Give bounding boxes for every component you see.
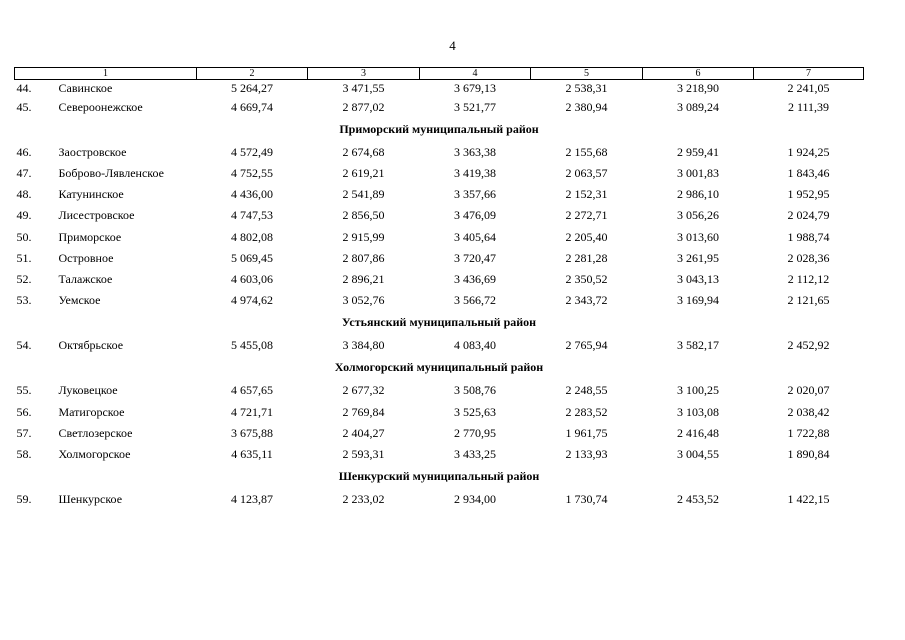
value-cell-col-4: 3 508,76	[454, 383, 496, 398]
settlement-cell	[15, 268, 197, 289]
value-cell-col-4: 3 419,38	[454, 165, 496, 180]
value-cell-col-3: 3 471,55	[342, 81, 385, 95]
table-row	[15, 184, 864, 205]
header-row	[15, 68, 864, 80]
settlement-name: Островное	[58, 250, 114, 265]
value-cell-col-6: 3 261,95	[677, 250, 719, 265]
settlement-name: Савинское	[58, 81, 113, 95]
value-cell-col-4: 3 521,77	[454, 99, 496, 114]
value-cell-col-2: 4 657,65	[231, 383, 273, 398]
value-cell-col-4: 3 433,25	[454, 447, 496, 462]
row-number: 44.	[16, 81, 32, 95]
value-cell-col-3: 2 915,99	[342, 229, 385, 244]
value-cell-col-6: 3 218,90	[677, 81, 719, 95]
value-cell-col-7: 2 452,92	[787, 338, 830, 353]
value-cell-col-7: 2 112,12	[787, 271, 830, 286]
value-cell-col-5: 2 765,94	[565, 338, 608, 353]
value-cell-col-2: 4 974,62	[231, 293, 273, 308]
value-cell-col-6: 2 986,10	[677, 187, 719, 202]
value-cell-col-7: 2 020,07	[787, 383, 830, 398]
row-number: 47.	[16, 165, 32, 180]
value-cell-col-2: 4 635,11	[231, 447, 273, 462]
value-cell-col-3: 2 593,31	[342, 447, 385, 462]
table-row	[15, 422, 864, 443]
value-cell-col-4: 3 679,13	[454, 81, 496, 95]
value-cell-col-3: 2 541,89	[342, 187, 385, 202]
value-cell-col-3: 2 896,21	[342, 271, 385, 286]
settlement-name: Шенкурское	[58, 492, 123, 507]
table-row	[15, 247, 864, 268]
settlement-cell	[15, 96, 197, 117]
value-cell-col-3: 2 807,86	[342, 250, 385, 265]
value-cell-col-6: 3 056,26	[677, 208, 719, 223]
section-heading-row	[15, 356, 864, 380]
value-cell-col-4: 2 770,95	[454, 425, 496, 440]
value-cell-col-5: 2 152,31	[565, 187, 608, 202]
settlement-name: Матигорское	[58, 404, 125, 419]
value-cell-col-5: 2 205,40	[565, 229, 608, 244]
settlement-cell	[15, 247, 197, 268]
value-cell-col-2: 5 264,27	[231, 81, 273, 95]
value-cell-col-4: 3 363,38	[454, 144, 496, 159]
settlement-name: Североонежское	[58, 99, 143, 114]
row-number: 59.	[16, 492, 32, 507]
value-cell-col-5: 2 155,68	[565, 144, 608, 159]
value-cell-col-6: 3 100,25	[677, 383, 719, 398]
tariff-table-container	[14, 67, 863, 510]
settlement-name: Боброво-Лявленское	[58, 165, 164, 180]
header-col-4: 4	[420, 68, 531, 80]
value-cell-col-2: 5 455,08	[231, 338, 273, 353]
header-col-3: 3	[308, 68, 420, 80]
value-cell-col-6: 3 043,13	[677, 271, 719, 286]
settlement-name: Октябрьское	[58, 338, 124, 353]
table-body	[15, 80, 864, 510]
settlement-cell	[15, 422, 197, 443]
value-cell-col-7: 2 241,05	[787, 81, 830, 95]
value-cell-col-7: 1 924,25	[787, 144, 830, 159]
table-row	[15, 226, 864, 247]
row-number: 49.	[16, 208, 32, 223]
header-col-1: 1	[15, 68, 197, 80]
section-heading: Приморский муниципальный район	[339, 121, 539, 136]
value-cell-col-2: 4 669,74	[231, 99, 273, 114]
header-col-5: 5	[531, 68, 643, 80]
value-cell-col-2: 4 802,08	[231, 229, 273, 244]
settlement-name: Холмогорское	[58, 447, 131, 462]
section-heading-row	[15, 117, 864, 141]
table-row	[15, 268, 864, 289]
table-row	[15, 205, 864, 226]
value-cell-col-4: 3 720,47	[454, 250, 496, 265]
value-cell-col-6: 3 582,17	[677, 338, 719, 353]
value-cell-col-6: 2 416,48	[677, 425, 719, 440]
page-number: 4	[449, 38, 456, 53]
table-row	[15, 141, 864, 162]
table-header	[15, 68, 864, 80]
value-cell-col-7: 1 952,95	[787, 187, 830, 202]
settlement-cell	[15, 141, 197, 162]
value-cell-col-7: 2 028,36	[787, 250, 830, 265]
value-cell-col-2: 3 675,88	[231, 425, 273, 440]
value-cell-col-5: 2 283,52	[565, 404, 608, 419]
value-cell-col-7: 1 422,15	[787, 492, 830, 507]
header-col-2: 2	[197, 68, 308, 80]
value-cell-col-5: 2 380,94	[565, 99, 608, 114]
row-number: 48.	[16, 187, 32, 202]
value-cell-col-6: 3 001,83	[677, 165, 719, 180]
section-heading: Шенкурский муниципальный район	[338, 469, 540, 484]
value-cell-col-6: 2 959,41	[677, 144, 719, 159]
settlement-name: Луковецкое	[58, 383, 118, 398]
row-number: 58.	[16, 447, 32, 462]
value-cell-col-7: 2 024,79	[787, 208, 830, 223]
table-row	[15, 80, 864, 97]
value-cell-col-3: 3 384,80	[342, 338, 385, 353]
value-cell-col-3: 2 769,84	[342, 404, 385, 419]
value-cell-col-4: 3 525,63	[454, 404, 496, 419]
settlement-cell	[15, 489, 197, 510]
settlement-name: Заостровское	[58, 144, 127, 159]
value-cell-col-5: 2 538,31	[565, 81, 608, 95]
value-cell-col-4: 3 436,69	[454, 271, 496, 286]
settlement-name: Приморское	[58, 229, 122, 244]
value-cell-col-5: 2 272,71	[565, 208, 608, 223]
settlement-cell	[15, 335, 197, 356]
value-cell-col-4: 4 083,40	[454, 338, 496, 353]
value-cell-col-7: 2 111,39	[787, 99, 830, 114]
row-number: 46.	[16, 144, 32, 159]
section-heading-row	[15, 311, 864, 335]
settlement-cell	[15, 184, 197, 205]
value-cell-col-7: 1 988,74	[787, 229, 830, 244]
value-cell-col-4: 3 405,64	[454, 229, 496, 244]
settlement-cell	[15, 205, 197, 226]
value-cell-col-6: 3 169,94	[677, 293, 719, 308]
row-number: 57.	[16, 425, 32, 440]
value-cell-col-4: 3 566,72	[454, 293, 496, 308]
value-cell-col-6: 2 453,52	[677, 492, 719, 507]
value-cell-col-6: 3 103,08	[677, 404, 719, 419]
value-cell-col-2: 4 123,87	[231, 492, 273, 507]
value-cell-col-3: 2 404,27	[342, 425, 385, 440]
value-cell-col-4: 3 357,66	[454, 187, 496, 202]
table-row	[15, 335, 864, 356]
section-heading: Устьянский муниципальный район	[341, 315, 537, 330]
settlement-cell	[15, 443, 197, 464]
table-row	[15, 380, 864, 401]
row-number: 55.	[16, 383, 32, 398]
header-col-6: 6	[643, 68, 754, 80]
value-cell-col-7: 1 890,84	[787, 447, 830, 462]
settlement-cell	[15, 401, 197, 422]
settlement-name: Лисестровское	[58, 208, 135, 223]
section-heading: Холмогорский муниципальный район	[334, 360, 544, 375]
value-cell-col-3: 3 052,76	[342, 293, 385, 308]
settlement-cell	[15, 162, 197, 183]
section-heading-row	[15, 465, 864, 489]
value-cell-col-4: 2 934,00	[454, 492, 496, 507]
value-cell-col-2: 4 752,55	[231, 165, 273, 180]
value-cell-col-5: 1 961,75	[565, 425, 608, 440]
row-number: 56.	[16, 404, 32, 419]
value-cell-col-7: 1 843,46	[787, 165, 830, 180]
value-cell-col-6: 3 004,55	[677, 447, 719, 462]
value-cell-col-3: 2 619,21	[342, 165, 385, 180]
tariff-table	[14, 67, 864, 510]
row-number: 53.	[16, 293, 32, 308]
value-cell-col-5: 1 730,74	[565, 492, 608, 507]
value-cell-col-3: 2 233,02	[342, 492, 385, 507]
value-cell-col-5: 2 133,93	[565, 447, 608, 462]
value-cell-col-5: 2 248,55	[565, 383, 608, 398]
value-cell-col-5: 2 063,57	[565, 165, 608, 180]
value-cell-col-3: 2 856,50	[342, 208, 385, 223]
value-cell-col-3: 2 677,32	[342, 383, 385, 398]
table-row	[15, 443, 864, 464]
settlement-cell	[15, 380, 197, 401]
row-number: 51.	[16, 250, 32, 265]
value-cell-col-3: 2 877,02	[342, 99, 385, 114]
settlement-cell	[15, 226, 197, 247]
value-cell-col-2: 4 436,00	[231, 187, 273, 202]
value-cell-col-2: 4 721,71	[231, 404, 273, 419]
value-cell-col-4: 3 476,09	[454, 208, 496, 223]
value-cell-col-7: 2 121,65	[787, 293, 830, 308]
settlement-cell	[15, 80, 197, 97]
value-cell-col-3: 2 674,68	[342, 144, 385, 159]
value-cell-col-2: 4 603,06	[231, 271, 273, 286]
value-cell-col-7: 2 038,42	[787, 404, 830, 419]
settlement-cell	[15, 290, 197, 311]
value-cell-col-6: 3 089,24	[677, 99, 719, 114]
table-row	[15, 290, 864, 311]
table-row	[15, 489, 864, 510]
settlement-name: Талажское	[58, 271, 113, 286]
table-row	[15, 401, 864, 422]
settlement-name: Светлозерское	[58, 425, 133, 440]
row-number: 54.	[16, 338, 32, 353]
header-col-7: 7	[754, 68, 864, 80]
value-cell-col-2: 5 069,45	[231, 250, 273, 265]
settlement-name: Катунинское	[58, 187, 124, 202]
table-row	[15, 96, 864, 117]
value-cell-col-7: 1 722,88	[787, 425, 830, 440]
table-row	[15, 162, 864, 183]
settlement-name: Уемское	[58, 293, 101, 308]
value-cell-col-2: 4 747,53	[231, 208, 273, 223]
value-cell-col-5: 2 343,72	[565, 293, 608, 308]
row-number: 50.	[16, 229, 32, 244]
value-cell-col-5: 2 350,52	[565, 271, 608, 286]
value-cell-col-5: 2 281,28	[565, 250, 608, 265]
value-cell-col-2: 4 572,49	[231, 144, 273, 159]
row-number: 52.	[16, 271, 32, 286]
row-number: 45.	[16, 99, 32, 114]
value-cell-col-6: 3 013,60	[677, 229, 719, 244]
